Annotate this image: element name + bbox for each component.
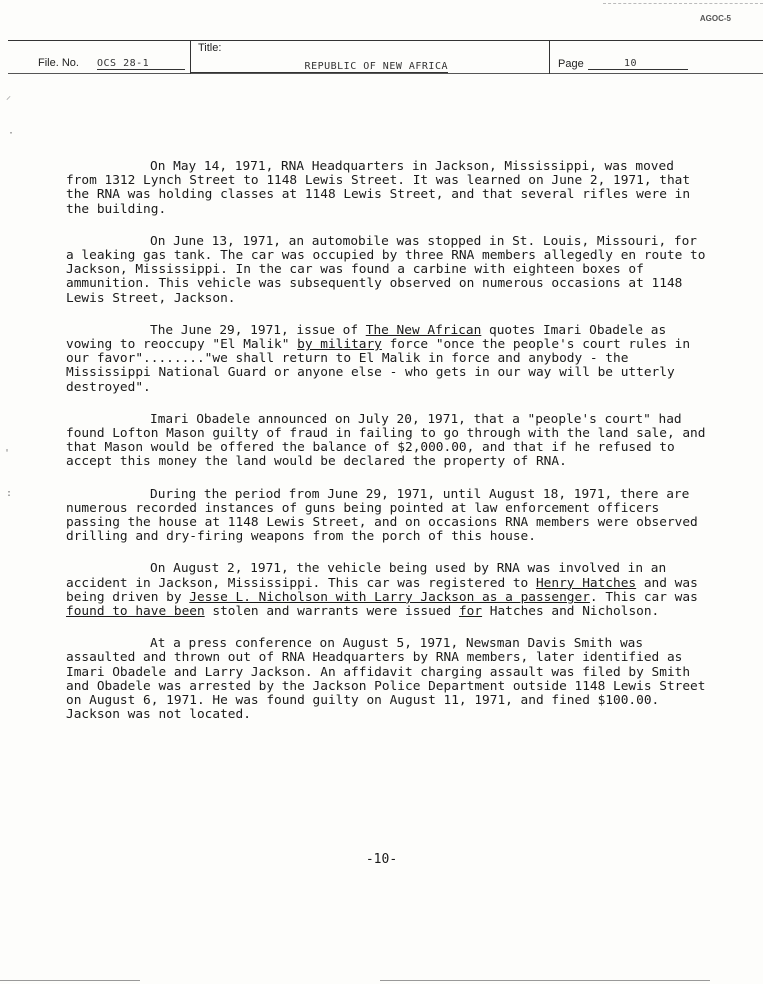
title-value: REPUBLIC OF NEW AFRICA xyxy=(190,61,448,73)
margin-mark: : xyxy=(6,488,13,499)
margin-mark: ' xyxy=(4,448,11,459)
top-dotted-line xyxy=(603,3,763,4)
bottom-rule xyxy=(380,980,710,981)
paragraph-5: During the period from June 29, 1971, until August 18, 1971, there are numerous recorded instances of guns being pointed at law enforcement officers passing the house at 1148 Lewis Street, and on occasions RNA members were observed drilling and dry-firing weapons from the porch of this house. xyxy=(66,486,698,545)
document-body xyxy=(66,160,711,741)
header-rule-top xyxy=(8,40,763,41)
file-no-value: OCS 28-1 xyxy=(97,58,185,70)
margin-mark: · xyxy=(8,128,15,139)
bottom-rule xyxy=(0,980,140,981)
form-code: AGOC-5 xyxy=(699,14,731,23)
paragraph-7: At a press conference on August 5, 1971, Newsman Davis Smith was assaulted and thrown out of RNA Headquarters by RNA members, later identified as Imari Obadele and Larry Jackson. An affidavit charging assault was filed by Smith and Obadele was arrested by the Jackson Police Department outside 1148 Lewis Street on August 6, 1971. He was found guilty on August 11, 1971, and fined $100.00. Jackson was not located. xyxy=(66,636,706,723)
title-label: Title: xyxy=(198,42,222,54)
underlined-text: The New African xyxy=(365,322,482,338)
page-label: Page xyxy=(558,58,584,70)
underlined-text: found to have been xyxy=(66,604,205,620)
file-no-label: File. No. xyxy=(38,57,79,69)
header-rule-bottom xyxy=(8,73,763,74)
underlined-text: Jesse L. Nicholson with Larry Jackson as a passenger xyxy=(189,589,590,605)
footer-page-number: -10- xyxy=(365,852,398,867)
underlined-text: by military xyxy=(297,337,382,353)
paragraph-4: Imari Obadele announced on July 20, 1971, that a "people's court" had found Lofton Mason guilty of fraud in failing to go through with the land sale, and that Mason would be offered the balance of $2,000.00, and that if he refused to accept this money the land would be declared the property of RNA. xyxy=(66,411,706,470)
underlined-text: Henry Hatches xyxy=(535,575,637,591)
paragraph-1: On May 14, 1971, RNA Headquarters in Jackson, Mississippi, was moved from 1312 Lynch Street to 1148 Lewis Street. It was learned on June 2, 1971, that the RNA was holding classes at 1148 Lewis Street, and that several rifles were in the building. xyxy=(66,159,691,217)
paragraph-3: The June 29, 1971, issue of The New African quotes Imari Obadele as vowing to reoccupy "El Malik" by military force "once the people's court rules in our favor"........"we shall return to El Malik in force and anybody - the Mississippi National Guard or anyone else - who gets in our way will be utterly destroyed". xyxy=(66,322,691,395)
margin-mark: ⸝ xyxy=(6,91,11,102)
paragraph-2: On June 13, 1971, an automobile was stopped in St. Louis, Missouri, for a leaking gas tank. The car was occupied by three RNA members allegedly en route to Jackson, Mississippi. In the car was found a carbine with eighteen boxes of ammunition. This vehicle was subsequently observed on numerous occasions at 1148 Lewis Street, Jackson. xyxy=(66,233,706,306)
header-divider-right xyxy=(549,40,550,74)
underlined-text: for xyxy=(458,604,483,620)
paragraph-6: On August 2, 1971, the vehicle being used by RNA was involved in an accident in Jackson, Mississippi. This car was registered to Henry Hatches and was being driven by Jesse L. Nicholson with Larry Jackson as a passenger. This car was found to have been stolen and warrants were issued for Hatches and Nicholson. xyxy=(66,561,698,620)
page-value: 10 xyxy=(588,58,688,70)
